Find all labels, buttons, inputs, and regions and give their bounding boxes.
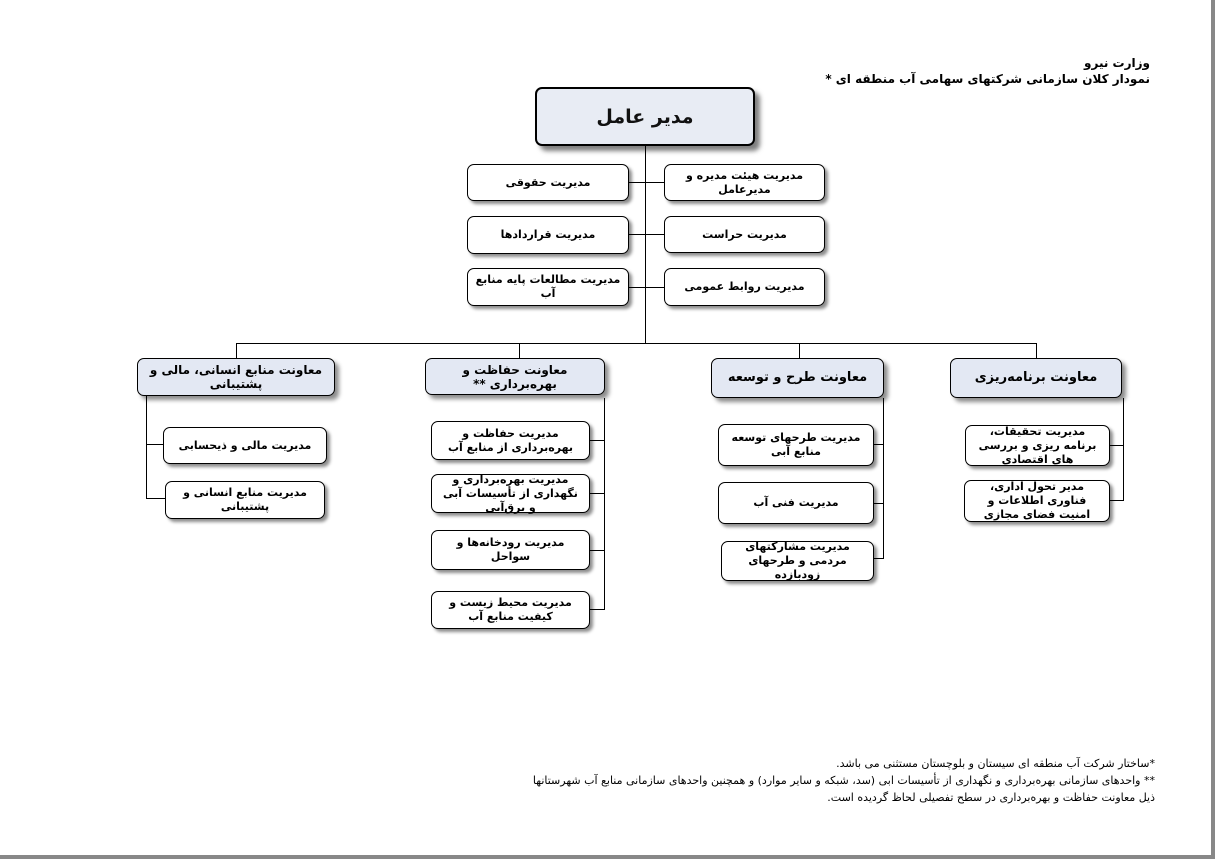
- footnote-2: ** واحدهای سازمانی بهره‌برداری و نگهداری از تأسیسات ابی (سد، شبکه و سایر موارد) و همچنین واحدهای سازمانی منابع آب شهرستانها: [532, 774, 1155, 787]
- connector-staff-left-1: [629, 182, 645, 183]
- footnote-3: ذیل معاونت حفاظت و بهره‌برداری در سطح تفصیلی لحاظ گردیده است.: [827, 791, 1155, 804]
- connector-development-unit-2: [874, 503, 884, 504]
- connector-development-unit-1: [874, 444, 884, 445]
- connector-maintenance-unit-1: [590, 440, 605, 441]
- unit-board-and-ceo-office: مدیریت هیئت مدیره و مدیرعامل: [664, 164, 825, 201]
- connector-maintenance-unit-4: [590, 609, 605, 610]
- deputy-planning: معاونت برنامه‌ریزی: [950, 358, 1122, 398]
- connector-hr-unit-1: [146, 444, 163, 445]
- connector-staff-right-3: [645, 287, 664, 288]
- deputy-maintenance: معاونت حفاظت و بهره‌برداری **: [425, 358, 605, 395]
- connector-hr-spine: [146, 396, 147, 499]
- connector-deputies-bar: [236, 343, 1037, 344]
- unit-finance-accounting: مدیریت مالی و ذیحسابی: [163, 427, 327, 464]
- connector-maintenance-unit-2: [590, 493, 605, 494]
- window-frame-bottom: [0, 855, 1215, 859]
- connector-staff-right-2: [645, 234, 664, 235]
- chart-header: [825, 55, 1150, 87]
- footnote-1: *ساختار شرکت آب منطقه ای سیستان و بلوچستان مستثنی می باشد.: [836, 757, 1155, 770]
- unit-water-development-projects: مدیریت طرحهای توسعه منابع آبی: [718, 424, 874, 466]
- connector-drop-maintenance: [519, 343, 520, 358]
- unit-rivers-coasts: مدیریت رودخانه‌ها و سواحل: [431, 530, 590, 570]
- connector-staff-left-3: [629, 287, 645, 288]
- unit-research-planning: مدیریت تحقیقات، برنامه ریزی و بررسی های اقتصادی: [965, 425, 1110, 466]
- connector-staff-left-2: [629, 234, 645, 235]
- unit-water-protection: مدیریت حفاظت و بهره‌برداری از منابع آب: [431, 421, 590, 460]
- connector-planning-unit-2: [1110, 500, 1124, 501]
- unit-water-resources-studies: مدیریت مطالعات پایه منابع آب: [467, 268, 629, 306]
- connector-staff-right-1: [645, 182, 664, 183]
- deputy-hr-finance: معاونت منابع انسانی، مالی و پشتیبانی: [137, 358, 335, 396]
- unit-facilities-operation: مدیریت بهره‌برداری و نگهداری از تأسیسات آبی و برق‌آبی: [431, 474, 590, 513]
- connector-drop-planning: [1036, 343, 1037, 358]
- connector-planning-spine: [1123, 398, 1124, 501]
- unit-security: مدیریت حراست: [664, 216, 825, 253]
- footnotes: [395, 755, 1155, 806]
- connector-drop-hr: [236, 343, 237, 358]
- connector-development-unit-3: [874, 558, 884, 559]
- unit-public-participation: مدیریت مشارکتهای مردمی و طرحهای زودبازده: [721, 541, 874, 581]
- unit-human-resources: مدیریت منابع انسانی و پشتیبانی: [165, 481, 325, 519]
- ceo-label: مدیر عامل: [596, 105, 694, 128]
- chart-title: نمودار کلان سازمانی شرکتهای سهامی آب منطقه ای *: [825, 72, 1150, 86]
- connector-maintenance-unit-3: [590, 550, 605, 551]
- unit-environment-quality: مدیریت محیط زیست و کیفیت منابع آب: [431, 591, 590, 629]
- window-frame-right: [1211, 0, 1215, 859]
- unit-public-relations: مدیریت روابط عمومی: [664, 268, 825, 306]
- connector-drop-development: [799, 343, 800, 358]
- unit-contracts: مدیریت قراردادها: [467, 216, 629, 254]
- unit-water-engineering: مدیریت فنی آب: [718, 482, 874, 524]
- unit-legal: مدیریت حقوقی: [467, 164, 629, 201]
- connector-maintenance-spine: [604, 398, 605, 610]
- ministry-name: وزارت نیرو: [1084, 56, 1150, 70]
- connector-development-spine: [883, 398, 884, 559]
- deputy-development: معاونت طرح و توسعه: [711, 358, 884, 398]
- unit-admin-it-cyber: مدیر تحول اداری، فناوری اطلاعات و امنیت فضای مجازی: [964, 480, 1110, 522]
- connector-trunk: [645, 146, 646, 343]
- ceo-box: [535, 87, 755, 146]
- connector-planning-unit-1: [1110, 445, 1124, 446]
- connector-hr-unit-2: [146, 498, 165, 499]
